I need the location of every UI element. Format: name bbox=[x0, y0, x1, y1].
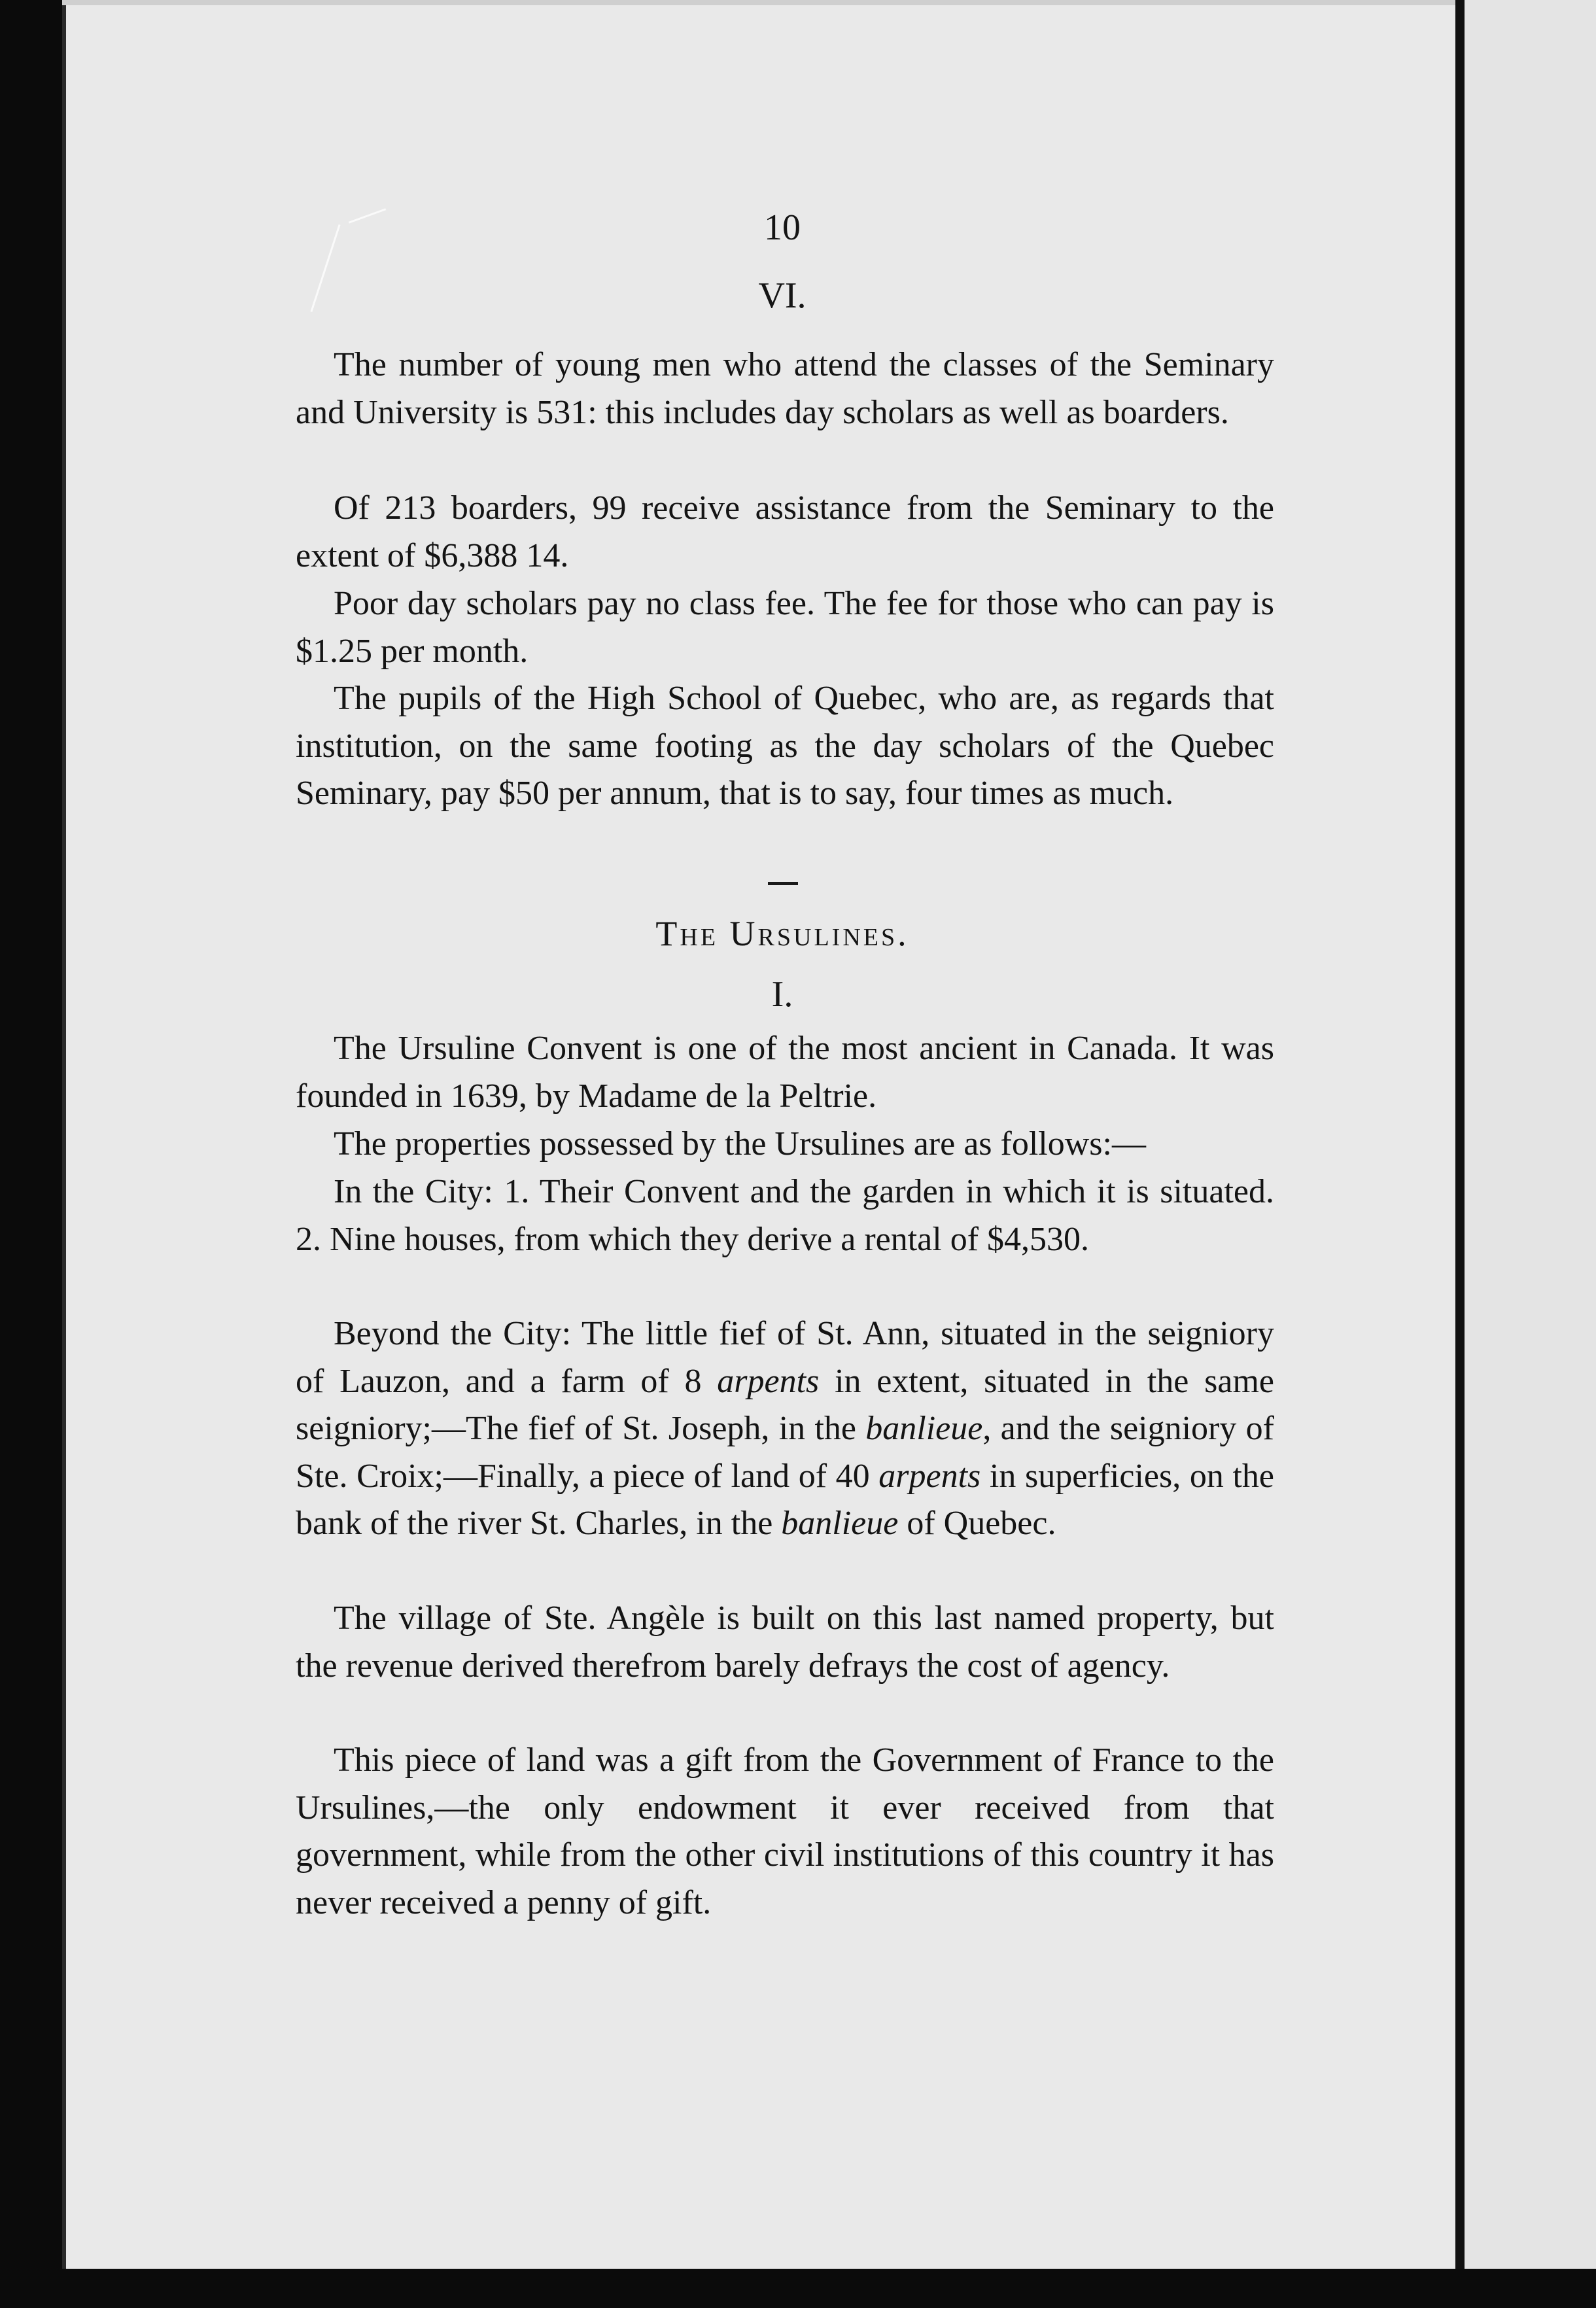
paragraph: Of 213 boarders, 99 receive assistance from the Seminary to the extent of $6,388 14. bbox=[296, 489, 1274, 574]
italic-term: arpents bbox=[878, 1457, 981, 1495]
section-separator bbox=[768, 882, 798, 885]
paragraph: In the City: 1. Their Convent and the garden in which it is situated. 2. Nine houses, from which they derive a rental of $4,530. bbox=[296, 1173, 1274, 1258]
paragraph: The pupils of the High School of Quebec, who are, as regards that institution, on the same footing as the day scholars of the Quebec Seminary, pay $50 per annum, that is to say, four times as much. bbox=[296, 680, 1274, 812]
section-numeral: VI. bbox=[758, 275, 807, 316]
italic-term: banlieue bbox=[781, 1505, 899, 1542]
text-run: Beyond the City: The little fief of St. Ann, situated in the seigniory of Lauzon, and a farm of 8 bbox=[296, 1315, 1274, 1400]
paragraph: The number of young men who attend the classes of the Seminary and University is 531: this includes day scholars as well as boarders. bbox=[296, 346, 1274, 431]
text-run: , and the seigniory of Ste. Croix;—Finally, a piece of land of 40 bbox=[296, 1410, 1274, 1495]
italic-term: arpents bbox=[717, 1362, 820, 1400]
facing-page-edge bbox=[1465, 0, 1596, 2308]
paragraph: The village of Ste. Angèle is built on this last named property, but the revenue derived therefrom barely defrays the cost of agency. bbox=[296, 1600, 1274, 1685]
paragraph: The properties possessed by the Ursulines are as follows:— bbox=[334, 1125, 1146, 1163]
paragraph bbox=[296, 1310, 1274, 1548]
section-numeral: I. bbox=[771, 974, 793, 1015]
section-heading: The Ursulines. bbox=[655, 914, 909, 953]
text-run: in superficies, on the bank of the river St. Charles, in the bbox=[296, 1457, 1274, 1542]
paragraph: The Ursuline Convent is one of the most ancient in Canada. It was founded in 1639, by Madame de la Peltrie. bbox=[296, 1030, 1274, 1115]
scan-border bbox=[0, 2269, 1596, 2308]
text-run: in extent, situated in the same seigniory;—The fief of St. Joseph, in the bbox=[296, 1362, 1274, 1447]
italic-term: banlieue bbox=[865, 1410, 983, 1447]
paragraph: Poor day scholars pay no class fee. The fee for those who can pay is $1.25 per month. bbox=[296, 585, 1274, 670]
page-top-edge bbox=[62, 0, 1455, 5]
text-run: of Quebec. bbox=[898, 1505, 1056, 1542]
paragraph: This piece of land was a gift from the Government of France to the Ursulines,—the only endowment it ever received from that government, while from the other civil institutions of this country it has never received a penny of gift. bbox=[296, 1741, 1274, 1921]
gutter-shadow bbox=[1455, 0, 1465, 2308]
page-number: 10 bbox=[764, 207, 801, 248]
